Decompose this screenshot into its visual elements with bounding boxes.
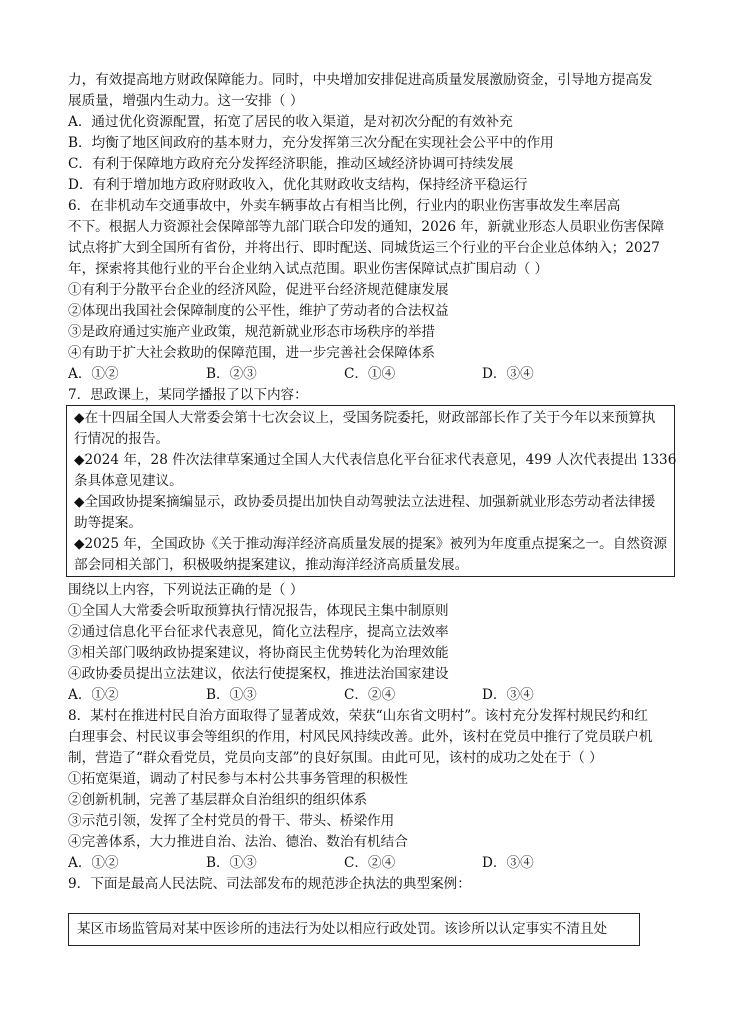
q6-stem-line-4: 年，探索将其他行业的平台企业纳入试点范围。职业伤害保障试点扩围启动（ ）	[68, 261, 549, 277]
q7-choice-a: A．①②	[68, 687, 119, 703]
q6-stem-line-2: 不下。根据人力资源社会保障部等九部门联合印发的通知，2026 年，新就业形态人员职业伤害保障	[68, 219, 665, 235]
q7-box-line-3: ◆2024 年，28 件次法律草案通过全国人大代表信息化平台征求代表意见，499 人次代表提出 1336	[74, 452, 677, 468]
q6-item-1: ①有利于分散平台企业的经济风险，促进平台经济规范健康发展	[68, 282, 449, 298]
q7-box-line-1: ◆在十四届全国人大常委会第十七次会议上，受国务院委托，财政部部长作了关于今年以来预算执	[74, 410, 656, 426]
q7-item-3: ③相关部门吸纳政协提案建议，将协商民主优势转化为治理效能	[68, 645, 449, 661]
q5-option-a: A．通过优化资源配置，拓宽了居民的收入渠道，是对初次分配的有效补充	[68, 114, 513, 130]
q7-box-line-7: ◆2025 年，全国政协《关于推动海洋经济高质量发展的提案》被列为年度重点提案之一。自然资源	[74, 536, 668, 552]
q9-stem: 9．下面是最高人民法院、司法部发布的规范涉企执法的典型案例：	[68, 876, 471, 892]
q9-box-line-1: 某区市场监管局对某中医诊所的违法行为处以相应行政处罚。该诊所以认定事实不清且处	[77, 921, 608, 937]
q7-box-line-2: 行情况的报告。	[74, 431, 170, 447]
q7-question: 围绕以上内容，下列说法正确的是（ ）	[68, 582, 304, 598]
q7-item-1: ①全国人大常委会听取预算执行情况报告，体现民主集中制原则	[68, 603, 449, 619]
q8-choice-d: D．③④	[482, 855, 534, 871]
q7-stem: 7．思政课上，某同学播报了以下内容：	[68, 387, 308, 403]
q6-stem-line-1: 6．在非机动车交通事故中，外卖车辆事故占有相当比例，行业内的职业伤害事故发生率居高	[68, 198, 621, 214]
q8-item-1: ①拓宽渠道，调动了村民参与本村公共事务管理的积极性	[68, 771, 408, 787]
q9-case-box	[68, 913, 640, 946]
q8-stem-line-2: 白理事会、村民议事会等组织的作用，村风民风持续改善。此外，该村在党员中推行了党员联户机	[68, 729, 653, 745]
q6-choice-d: D．③④	[482, 366, 534, 382]
q7-news-box	[66, 405, 675, 577]
q7-choice-b: B．①③	[206, 687, 257, 703]
q5-stem-line-2: 展质量，增强内生动力。这一安排（ ）	[68, 93, 304, 109]
q7-choice-c: C．②④	[344, 687, 396, 703]
q8-choice-a: A．①②	[68, 855, 119, 871]
q8-stem-line-3: 制，营造了“群众看党员，党员向支部”的良好氛围。由此可见，该村的成功之处在于（ ）	[68, 750, 603, 766]
q6-choice-a: A．①②	[68, 366, 119, 382]
q6-item-3: ③是政府通过实施产业政策，规范新就业形态市场秩序的举措	[68, 324, 436, 340]
q8-item-3: ③示范引领，发挥了全村党员的骨干、带头、桥梁作用	[68, 813, 395, 829]
q5-stem-line-1: 力，有效提高地方财政保障能力。同时，中央增加安排促进高质量发展激励资金，引导地方提高发	[68, 72, 653, 88]
q7-box-line-5: ◆全国政协提案摘编显示，政协委员提出加快自动驾驶法立法进程、加强新就业形态劳动者法律援	[74, 494, 656, 510]
q8-stem-line-1: 8．某村在推进村民自治方面取得了显著成效，荣获“山东省文明村”。该村充分发挥村规民约和红	[68, 708, 648, 724]
q5-option-b: B．均衡了地区间政府的基本财力，充分发挥第三次分配在实现社会公平中的作用	[68, 135, 554, 151]
q7-box-line-4: 条具体意见建议。	[74, 473, 183, 489]
q6-choice-c: C．①④	[344, 366, 396, 382]
q5-option-d: D．有利于增加地方政府财政收入，优化其财政收支结构，保持经济平稳运行	[68, 177, 528, 193]
q8-item-2: ②创新机制，完善了基层群众自治组织的组织体系	[68, 792, 368, 808]
q6-choice-b: B．②③	[206, 366, 257, 382]
q7-item-4: ④政协委员提出立法建议，依法行使提案权，推进法治国家建设	[68, 666, 449, 682]
q7-item-2: ②通过信息化平台征求代表意见，简化立法程序，提高立法效率	[68, 624, 449, 640]
q5-option-c: C．有利于保障地方政府充分发挥经济职能，推动区域经济协调可持续发展	[68, 156, 514, 172]
q6-item-2: ②体现出我国社会保障制度的公平性，维护了劳动者的合法权益	[68, 303, 449, 319]
q8-choice-b: B．①③	[206, 855, 257, 871]
q6-item-4: ④有助于扩大社会救助的保障范围，进一步完善社会保障体系	[68, 345, 436, 361]
q8-choice-c: C．②④	[344, 855, 396, 871]
q7-choice-d: D．③④	[482, 687, 534, 703]
q6-stem-line-3: 试点将扩大到全国所有省份，并将出行、即时配送、同城货运三个行业的平台企业总体纳入；2027	[68, 240, 660, 256]
q7-box-line-8: 部会同相关部门，积极吸纳提案建议，推动海洋经济高质量发展。	[74, 557, 469, 573]
q8-item-4: ④完善体系，大力推进自治、法治、德治、数治有机结合	[68, 834, 408, 850]
q7-box-line-6: 助等提案。	[74, 515, 142, 531]
